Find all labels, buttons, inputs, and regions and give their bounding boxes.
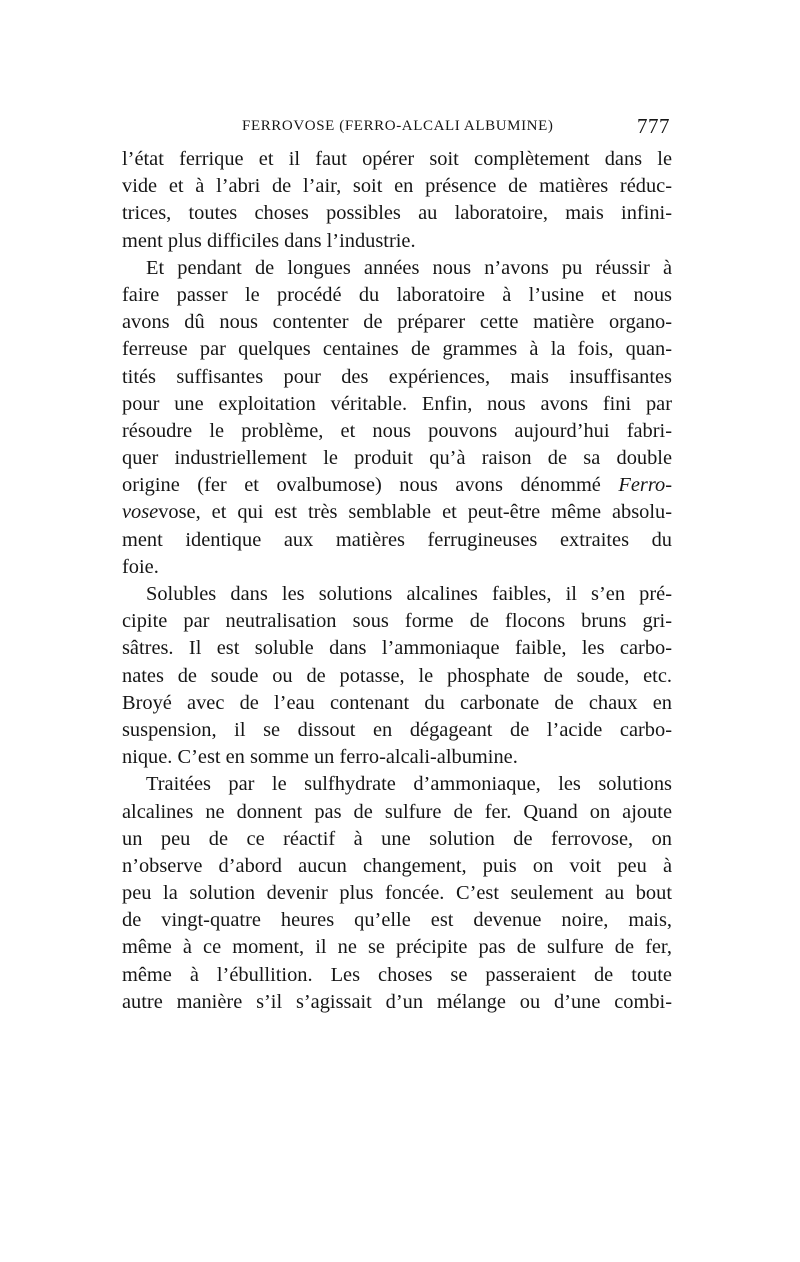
page-number: 777 xyxy=(637,114,670,138)
italic-term: vose xyxy=(122,501,159,524)
text-line: avons dû nous contenter de préparer cette matière organo- xyxy=(122,311,672,334)
line-text: origine (fer et ovalbumose) nous avons dénommé xyxy=(122,474,601,497)
text-line: ment plus difficiles dans l’industrie. xyxy=(122,229,416,252)
text-line: trices, toutes choses possibles au laboratoire, mais infini- xyxy=(122,202,672,225)
text-line: même à ce moment, il ne se précipite pas de sulfure de fer, xyxy=(122,936,672,959)
text-line: suspension, il se dissout en dégageant de l’acide carbo- xyxy=(122,718,672,741)
body-text xyxy=(122,146,672,1016)
text-line: ment identique aux matières ferrugineuses extraites du xyxy=(122,528,672,551)
text-line: foie. xyxy=(122,555,159,578)
text-line: résoudre le problème, et nous pouvons aujourd’hui fabri- xyxy=(122,419,672,442)
text-line: vide et à l’abri de l’air, soit en présence de matières réduc- xyxy=(122,175,672,198)
text-line: autre manière s’il s’agissait d’un mélange ou d’une combi- xyxy=(122,990,672,1013)
running-head xyxy=(122,116,672,142)
italic-term: Ferro- xyxy=(618,474,672,497)
text-line: pour une exploitation véritable. Enfin, nous avons fini par xyxy=(122,392,672,415)
text-line-with-italic xyxy=(122,499,672,526)
line-text: vose, et qui est très semblable et peut-être même absolu- xyxy=(158,501,672,524)
text-line: faire passer le procédé du laboratoire à l’usine et nous xyxy=(122,283,672,306)
text-line: Solubles dans les solutions alcalines faibles, il s’en pré- xyxy=(146,583,672,605)
text-line: cipite par neutralisation sous forme de flocons bruns gri- xyxy=(122,610,672,633)
text-line: de vingt-quatre heures qu’elle est devenue noire, mais, xyxy=(122,909,672,932)
text-line: sâtres. Il est soluble dans l’ammoniaque faible, les carbo- xyxy=(122,637,672,660)
text-line: l’état ferrique et il faut opérer soit complètement dans le xyxy=(122,148,672,170)
text-line-with-italic xyxy=(122,472,672,499)
text-line: un peu de ce réactif à une solution de ferrovose, on xyxy=(122,827,672,850)
text-line: Et pendant de longues années nous n’avons pu réussir à xyxy=(146,256,672,279)
text-line: alcalines ne donnent pas de sulfure de fer. Quand on ajoute xyxy=(122,800,672,823)
text-line: nates de soude ou de potasse, le phosphate de soude, etc. xyxy=(122,664,672,687)
running-title: FERROVOSE (FERRO-ALCALI ALBUMINE) xyxy=(242,118,554,134)
text-line: peu la solution devenir plus foncée. C’est seulement au bout xyxy=(122,882,672,905)
text-line: Traitées par le sulfhydrate d’ammoniaque, les solutions xyxy=(146,773,672,796)
text-line: n’observe d’abord aucun changement, puis on voit peu à xyxy=(122,854,672,877)
text-line: même à l’ébullition. Les choses se passeraient de toute xyxy=(122,963,672,986)
text-line: quer industriellement le produit qu’à raison de sa double xyxy=(122,447,672,470)
text-line: tités suffisantes pour des expériences, mais insuffisantes xyxy=(122,365,672,388)
text-line: nique. C’est en somme un ferro-alcali-albumine. xyxy=(122,746,518,769)
text-line: Broyé avec de l’eau contenant du carbonate de chaux en xyxy=(122,691,672,714)
text-line: ferreuse par quelques centaines de grammes à la fois, quan- xyxy=(122,338,672,361)
